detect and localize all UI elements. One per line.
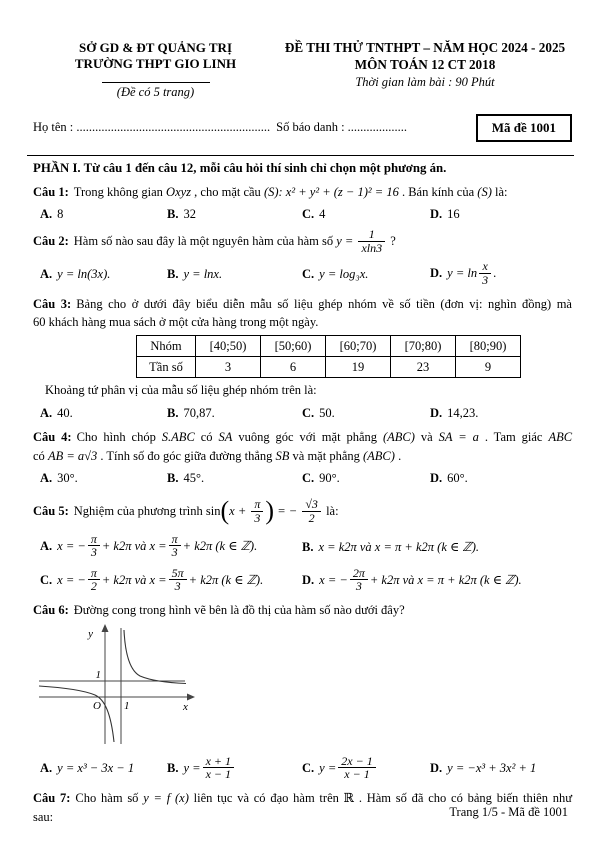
q5-open-paren: (	[220, 496, 230, 526]
fraction-denominator: 3	[350, 579, 368, 593]
option-3d	[430, 406, 572, 421]
option-label: A.	[40, 207, 53, 222]
question-1	[33, 183, 572, 223]
option-6d	[430, 761, 572, 776]
q5-text2: là:	[326, 504, 339, 519]
option-label: B.	[167, 267, 179, 282]
option-value: x = −	[57, 572, 86, 587]
q7-math-fx: y = f (x)	[143, 790, 189, 805]
option-value: 50.	[319, 405, 335, 420]
q5-fraction-sqrt3	[302, 498, 321, 524]
option-label: D.	[302, 572, 315, 587]
q4-math-sa-a: SA = a	[438, 429, 479, 444]
table-cell: 3	[196, 357, 261, 378]
option-label: B.	[167, 760, 179, 775]
table-cell: 23	[391, 357, 456, 378]
q4-text5: . Tam giác	[484, 429, 543, 444]
q2-text2: ?	[390, 234, 396, 249]
option-value: y = lnx.	[183, 267, 223, 282]
table-cell: Tần số	[137, 357, 196, 378]
option-value: 14,23.	[447, 405, 479, 420]
option-label: D.	[430, 471, 443, 486]
question-2	[33, 229, 572, 287]
q5-equals: = −	[277, 504, 298, 519]
q1-text4: là:	[495, 184, 508, 199]
question-2-label: Câu 2:	[33, 234, 69, 249]
option-value: + k2π (k ∈ ℤ).	[182, 538, 258, 553]
option-value: 90°.	[319, 471, 340, 486]
student-name-field: Họ tên : ..............................................................	[33, 120, 271, 134]
fraction-denominator: 2	[88, 579, 100, 593]
option-value: 45°.	[183, 471, 205, 486]
option-value: y =	[319, 760, 337, 775]
question-3-options	[40, 406, 572, 421]
option-4c	[302, 471, 430, 486]
table-row-groups	[137, 336, 521, 357]
option-5b	[302, 539, 572, 555]
curve-upper-branch	[124, 630, 186, 684]
question-2-statement	[33, 229, 572, 255]
curve-lower-branch	[39, 686, 114, 742]
option-3c	[302, 406, 430, 421]
q6-text: Đường cong trong hình vẽ bên là đồ thị của hàm số nào dưới đây?	[73, 602, 405, 617]
option-label: C.	[302, 405, 315, 420]
question-5-label: Câu 5:	[33, 504, 69, 519]
question-7-label: Câu 7:	[33, 790, 71, 805]
q3-text2: 60 khách hàng mua sách ở một cửa hàng trong một ngày.	[33, 315, 319, 330]
q7-text4: sau:	[33, 809, 54, 824]
school-name: TRƯỜNG THPT GIO LINH	[74, 56, 237, 72]
q3-text: Bảng cho ở dưới đây biểu diễn mẫu số liệu ghép nhóm về số tiền (đơn vị: nghìn đồng) mà	[76, 296, 572, 311]
page-footer: Trang 1/5 - Mã đề 1001	[449, 805, 568, 819]
fraction	[88, 567, 100, 593]
fraction-denominator: 2	[302, 511, 321, 525]
department-name: SỞ GD & ĐT QUẢNG TRỊ	[78, 40, 233, 55]
question-6	[33, 601, 572, 782]
fraction-numerator: 1	[368, 227, 375, 242]
table-cell: 9	[456, 357, 521, 378]
option-value: + k2π và x =	[101, 538, 167, 553]
y-tick-1: 1	[95, 668, 101, 681]
option-6a	[40, 761, 167, 776]
option-2c	[302, 267, 430, 282]
fraction-denominator: x − 1	[338, 767, 375, 781]
exam-duration: Thời gian làm bài : 90 Phút	[355, 75, 495, 89]
fraction-denominator: 3	[479, 273, 491, 287]
q4-math-sb: SB	[275, 448, 290, 463]
option-value: x = k2π và x = π + k2π (k ∈ ℤ).	[318, 539, 479, 554]
question-1-options	[40, 207, 572, 222]
question-3-label: Câu 3:	[33, 296, 72, 311]
q2-math-y: y =	[336, 234, 354, 249]
q4-math-abc2: ABC	[548, 429, 573, 444]
option-label: D.	[430, 405, 443, 420]
q5-text: Nghiệm của phương trình	[73, 504, 203, 519]
part1-heading: PHẦN I. Từ câu 1 đến câu 12, mỗi câu hỏi thí sinh chỉ chọn một phương án.	[33, 160, 447, 175]
option-label: B.	[167, 405, 179, 420]
q4-text7: . Tính số đo góc giữa đường thẳng	[100, 448, 273, 463]
q1-text2: , cho mặt cầu	[194, 184, 261, 199]
candidate-row	[33, 114, 572, 142]
option-1a	[40, 207, 167, 222]
option-1d	[430, 207, 572, 222]
question-1-statement	[33, 183, 572, 202]
option-5a	[40, 531, 302, 560]
exam-subject: MÔN TOÁN 12 CT 2018	[354, 56, 496, 72]
fraction-denominator: x − 1	[203, 767, 234, 781]
option-label: D.	[430, 761, 443, 776]
option-2a	[40, 267, 167, 282]
q7-text2: liên tục và có đạo hàm trên	[193, 790, 339, 805]
header	[33, 40, 572, 100]
question-4-label: Câu 4:	[33, 429, 72, 444]
option-value: + k2π và x = π + k2π (k ∈ ℤ).	[369, 572, 522, 587]
frequency-table	[136, 335, 521, 378]
option-label: B.	[167, 471, 179, 486]
fraction-numerator: 5π	[171, 565, 184, 580]
section-divider	[27, 155, 574, 156]
q2d-fraction	[479, 260, 491, 286]
option-3a	[40, 406, 167, 421]
question-6-label: Câu 6:	[33, 602, 69, 617]
fraction-denominator: 3	[88, 545, 100, 559]
table-cell: 6	[261, 357, 326, 378]
table-cell: [50;60)	[261, 336, 326, 357]
option-value: y = log₃x.	[319, 267, 369, 282]
option-value: x = −	[57, 538, 86, 553]
fraction	[350, 567, 368, 593]
fraction-numerator: π	[254, 497, 261, 512]
question-3-statement-line1	[33, 295, 572, 314]
fraction	[88, 533, 100, 559]
fraction-denominator: 3	[169, 579, 187, 593]
exam-title: ĐỀ THI THỬ TNTHPT – NĂM HỌC 2024 - 2025	[284, 40, 566, 55]
option-2b	[167, 267, 302, 282]
question-6-statement	[33, 601, 572, 620]
option-label: A.	[40, 538, 53, 553]
x-axis-arrow-icon	[187, 693, 195, 700]
fraction-denominator: xln3	[358, 241, 385, 255]
question-3	[33, 295, 572, 421]
q4-math-sabc: S.ABC	[161, 429, 195, 444]
fraction-numerator: π	[171, 531, 178, 546]
table-cell: [60;70)	[326, 336, 391, 357]
header-left-rule	[102, 82, 210, 83]
question-2-options	[40, 261, 572, 287]
question-4	[33, 428, 572, 487]
fraction-numerator: √3	[305, 497, 318, 512]
fraction-numerator: 2x − 1	[341, 753, 373, 768]
question-5	[33, 493, 572, 594]
q4-text2: có	[200, 429, 213, 444]
option-1b	[167, 207, 302, 222]
option-label: A.	[40, 761, 53, 776]
exam-code-box: Mã đề 1001	[476, 114, 572, 142]
option-2d	[430, 261, 572, 287]
option-6b	[167, 753, 302, 782]
table-cell: [70;80)	[391, 336, 456, 357]
option-label: C.	[302, 207, 315, 222]
x-axis-label: x	[183, 700, 188, 713]
q4-text3: vuông góc với mặt phẳng	[238, 429, 378, 444]
q2-text: Hàm số nào sau đây là một nguyên hàm của hàm số	[73, 234, 334, 249]
table-cell: [80;90)	[456, 336, 521, 357]
fraction	[203, 755, 234, 781]
fraction-denominator: 3	[251, 511, 263, 525]
hyperbola-plot	[35, 624, 200, 746]
origin-label: O	[93, 699, 101, 712]
q1-math-s: (S)	[477, 184, 492, 199]
q4-text8: và mặt phẳng	[292, 448, 360, 463]
question-4-statement-line1	[33, 428, 572, 447]
q4-math-abc3: (ABC)	[363, 448, 395, 463]
q4-math-sa: SA	[218, 429, 233, 444]
function-graph	[35, 624, 572, 750]
option-label: A.	[40, 405, 53, 420]
option-4a	[40, 471, 167, 486]
option-value: y = −x³ + 3x² + 1	[447, 761, 537, 776]
candidate-number-field: Số báo danh : ...................	[276, 120, 408, 134]
option-value: x = −	[319, 572, 348, 587]
pages-note: (Đề có 5 trang)	[116, 84, 195, 99]
option-label: D.	[430, 266, 443, 281]
q1-math-oxyz: Oxyz	[166, 184, 192, 199]
question-3-statement-line2	[33, 313, 572, 332]
option-value: 32	[183, 207, 196, 222]
fraction	[338, 755, 375, 781]
option-label: C.	[302, 760, 315, 775]
q4-text: Cho hình chóp	[76, 429, 156, 444]
q4-text4: và	[420, 429, 433, 444]
option-value: y =	[183, 760, 201, 775]
option-value: 16	[447, 207, 460, 222]
question-1-label: Câu 1:	[33, 184, 69, 199]
option-value: 60°.	[447, 471, 468, 486]
table-row-frequencies	[137, 357, 521, 378]
fraction-numerator: π	[90, 531, 97, 546]
table-cell: [40;50)	[196, 336, 261, 357]
q7-math-r: ℝ	[343, 790, 355, 805]
q5-math-x: x +	[229, 504, 247, 519]
option-label: D.	[430, 207, 443, 222]
fraction-numerator: x + 1	[205, 753, 232, 768]
question-5-options	[40, 531, 572, 594]
question-5-statement	[33, 493, 572, 529]
fraction-numerator: 2π	[352, 565, 365, 580]
q4-math-abc: (ABC)	[383, 429, 415, 444]
option-label: B.	[167, 207, 179, 222]
question-3-statement-line3	[33, 381, 572, 400]
option-value: 70,87.	[183, 405, 215, 420]
option-5c	[40, 565, 302, 594]
option-1c	[302, 207, 430, 222]
y-axis-arrow-icon	[102, 624, 109, 632]
table-cell: 19	[326, 357, 391, 378]
option-3b	[167, 406, 302, 421]
header-left	[33, 40, 278, 100]
option-value: y = ln	[447, 266, 478, 281]
option-value: 8	[57, 207, 64, 222]
q1-text: Trong không gian	[73, 184, 163, 199]
option-4d	[430, 471, 572, 486]
x-tick-1: 1	[124, 699, 130, 712]
table-cell: Nhóm	[137, 336, 196, 357]
q2-fraction	[358, 228, 385, 254]
fraction-numerator: π	[90, 565, 97, 580]
option-label: A.	[40, 471, 53, 486]
option-value: 4	[319, 207, 326, 222]
q1-sphere-equation: (S): x² + y² + (z − 1)² = 16	[263, 184, 399, 199]
option-label: C.	[302, 471, 315, 486]
q5-sin: sin	[205, 504, 221, 519]
q1-text3: . Bán kính của	[401, 184, 475, 199]
fraction	[169, 567, 187, 593]
question-4-statement-line2	[33, 447, 572, 466]
option-value: + k2π và x =	[101, 572, 167, 587]
q5-fraction-pi3	[251, 498, 263, 524]
option-4b	[167, 471, 302, 486]
option-5d	[302, 565, 572, 594]
header-right	[278, 40, 572, 100]
option-label: C.	[302, 267, 315, 282]
fraction	[169, 533, 181, 559]
option-label: C.	[40, 572, 53, 587]
y-axis-label: y	[88, 627, 93, 640]
q5-close-paren: )	[265, 496, 275, 526]
option-6c	[302, 753, 430, 782]
q4-text6: có	[33, 448, 45, 463]
option-value-suffix: .	[493, 266, 497, 281]
option-value: 30°.	[57, 471, 78, 486]
option-value: + k2π (k ∈ ℤ).	[188, 572, 264, 587]
option-label: B.	[302, 539, 314, 554]
q7-text: Cho hàm số	[75, 790, 139, 805]
fraction-numerator: x	[482, 259, 488, 274]
option-value: y = x³ − 3x − 1	[57, 761, 135, 776]
fraction-denominator: 3	[169, 545, 181, 559]
q3-text3: Khoảng tứ phân vị của mẫu số liệu ghép nhóm trên là:	[45, 383, 317, 398]
q4-math-ab: AB = a√3	[47, 448, 98, 463]
q4-text9: .	[398, 448, 402, 463]
question-4-options	[40, 471, 572, 486]
q7-text3: . Hàm số đã cho có bảng biến thiên như	[358, 790, 573, 805]
option-label: A.	[40, 267, 53, 282]
question-6-options	[40, 753, 572, 782]
option-value: y = ln(3x).	[57, 267, 111, 282]
option-value: 40.	[57, 405, 73, 420]
